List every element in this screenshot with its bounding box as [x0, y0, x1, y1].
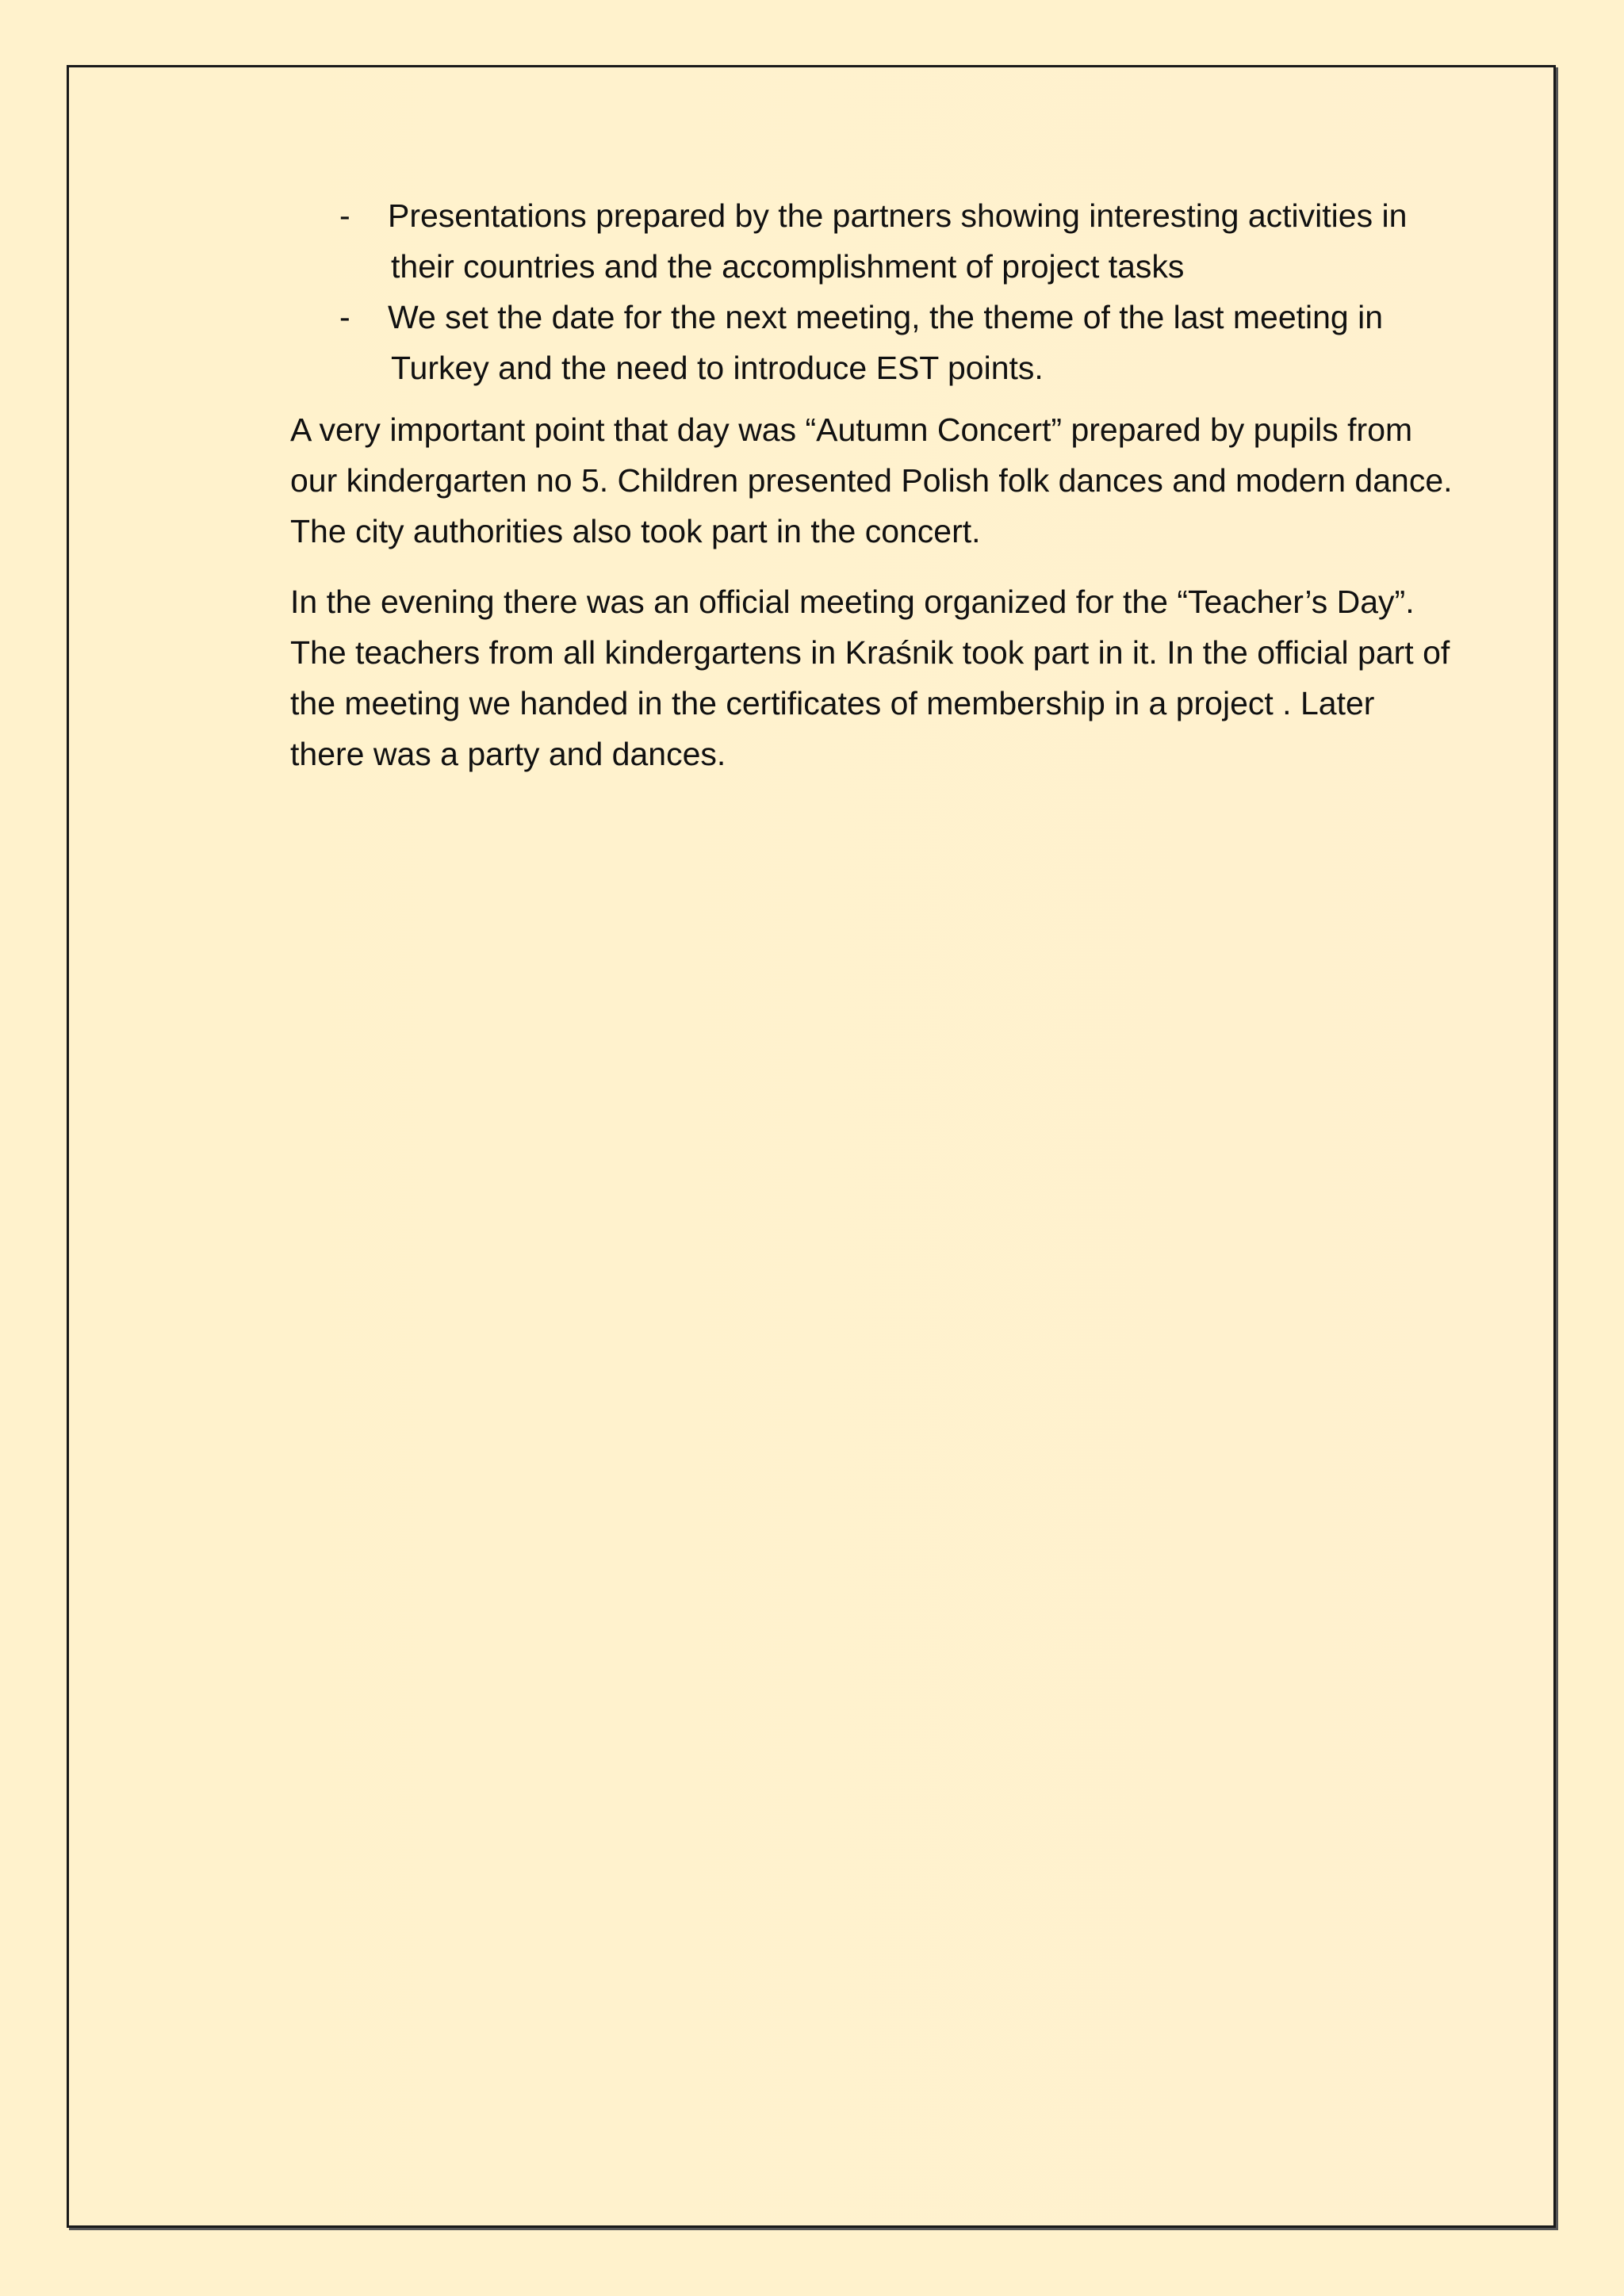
bullet-item	[290, 292, 1456, 393]
paragraph-teachers-day: In the evening there was an official meeting organized for the “Teacher’s Day”. The teachers from all kindergartens in Kraśnik took part in it. In the official part of the meeting we handed in the certificates of membership in a project . Later there was a party and dances.	[290, 584, 1450, 772]
paragraph-autumn-concert: A very important point that day was “Autumn Concert” prepared by pupils from our kindergarten no 5. Children presented Polish folk dances and modern dance. The city authorities also took part in the concert.	[290, 411, 1453, 549]
bullet-list	[290, 190, 1456, 393]
bullet-marker: -	[339, 299, 350, 335]
bullet-item	[290, 190, 1456, 292]
bullet-text: We set the date for the next meeting, the theme of the last meeting in Turkey and the need to introduce EST points.	[388, 299, 1384, 386]
bullet-text: Presentations prepared by the partners showing interesting activities in their countries and the accomplishment of project tasks	[388, 197, 1408, 285]
bullet-marker: -	[339, 197, 350, 234]
document-body	[290, 190, 1456, 799]
